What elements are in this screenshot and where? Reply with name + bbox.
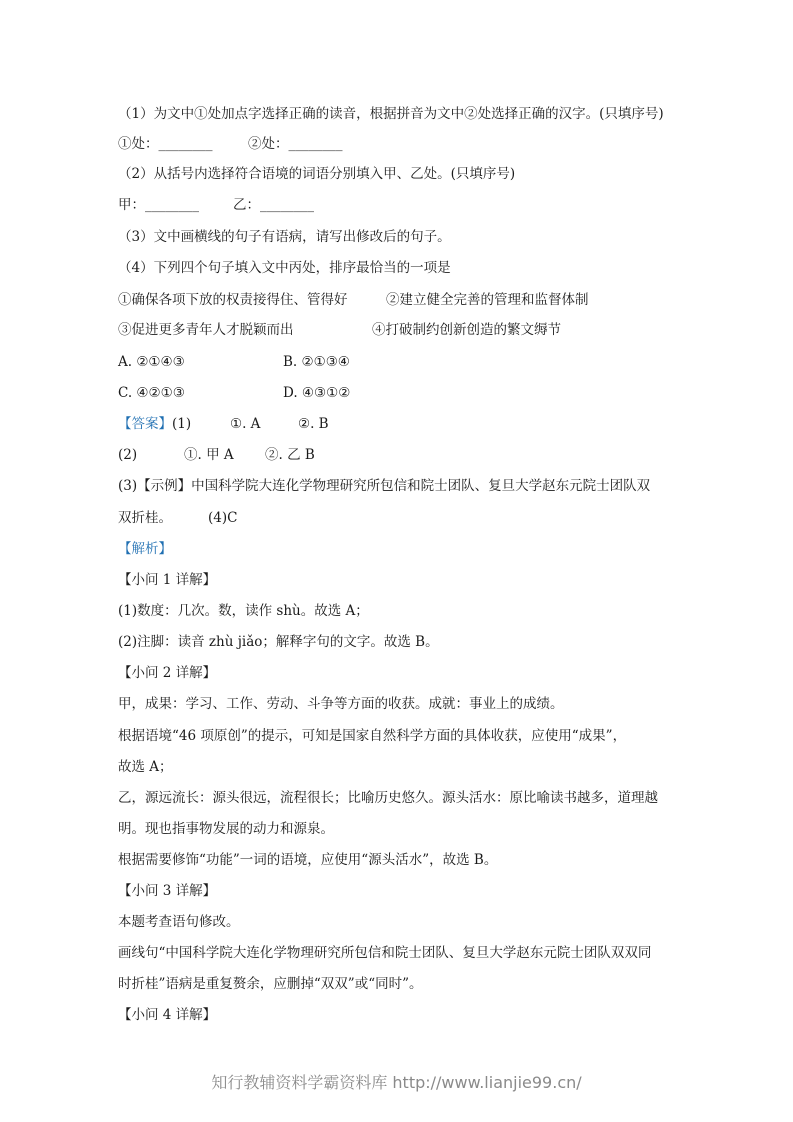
analysis-para-6: 乙，源远流长：源头很远，流程很长；比喻历史悠久。源头活水：原比喻读书越多，道理越 bbox=[118, 790, 658, 806]
option-a: A. ②①④③ bbox=[118, 354, 185, 370]
sentence-1: ①确保各项下放的权责接得住、管得好 bbox=[118, 292, 348, 308]
option-c: C. ④②①③ bbox=[118, 385, 185, 401]
answer-2-a: ①. 甲 A bbox=[184, 447, 234, 463]
answer-3-cont: 双折桂。 bbox=[118, 510, 172, 526]
answer-2-b: ②. 乙 B bbox=[265, 447, 315, 463]
sentence-4: ④打破制约创新创造的繁文缛节 bbox=[372, 322, 561, 338]
analysis-para-1: (1)数度：几次。数，读作 shù。故选 A； bbox=[118, 603, 369, 619]
answer-tag: 【答案】 bbox=[118, 416, 172, 432]
options-row-2 bbox=[118, 383, 733, 403]
blank-yi: 乙：________ bbox=[233, 197, 314, 213]
answer-line-2 bbox=[118, 445, 733, 465]
analysis-para-10: 画线句“中国科学院大连化学物理研究所包信和院士团队、复旦大学赵东元院士团队双双同 bbox=[118, 945, 652, 961]
answer-line-4 bbox=[118, 508, 733, 528]
question-3: （3）文中画横线的句子有语病，请写出修改后的句子。 bbox=[118, 229, 451, 245]
answer-1-a: ①. A bbox=[230, 416, 261, 432]
answer-1-b: ②. B bbox=[298, 416, 329, 432]
analysis-tag: 【解析】 bbox=[118, 541, 172, 557]
answer-2-label: (2) bbox=[118, 447, 138, 463]
options-row-1 bbox=[118, 352, 733, 372]
blank-2: ②处：________ bbox=[248, 136, 343, 152]
analysis-para-5: 故选 A； bbox=[118, 759, 173, 775]
answer-4: (4)C bbox=[208, 510, 238, 526]
sub-question-1-heading: 【小问 1 详解】 bbox=[118, 572, 217, 588]
sentence-2: ②建立健全完善的管理和监督体制 bbox=[386, 292, 589, 308]
blank-1: ①处：________ bbox=[118, 136, 213, 152]
sentence-row-2 bbox=[118, 320, 733, 340]
answer-1-label: (1) bbox=[172, 416, 192, 432]
sub-question-2-heading: 【小问 2 详解】 bbox=[118, 665, 217, 681]
analysis-para-9: 本题考查语句修改。 bbox=[118, 914, 240, 930]
analysis-para-11: 时折桂”语病是重复赘余，应删掉“双双”或“同时”。 bbox=[118, 976, 423, 992]
answer-line-1 bbox=[118, 414, 733, 434]
analysis-para-2: (2)注脚：读音 zhù jiǎo；解释字句的文字。故选 B。 bbox=[118, 634, 439, 650]
option-b: B. ②①③④ bbox=[283, 354, 350, 370]
analysis-para-3: 甲，成果：学习、工作、劳动、斗争等方面的收获。成就：事业上的成绩。 bbox=[118, 696, 564, 712]
answer-line-3: (3)【示例】中国科学院大连化学物理研究所包信和院士团队、复旦大学赵东元院士团队双 bbox=[118, 478, 651, 494]
sub-question-3-heading: 【小问 3 详解】 bbox=[118, 883, 217, 899]
sentence-row-1 bbox=[118, 290, 733, 310]
analysis-para-7: 明。现也指事物发展的动力和源泉。 bbox=[118, 821, 334, 837]
question-1: （1）为文中①处加点字选择正确的读音，根据拼音为文中②处选择正确的汉字。(只填序号) bbox=[118, 106, 664, 122]
blank-jia: 甲：________ bbox=[118, 197, 199, 213]
question-2-blanks bbox=[118, 195, 733, 215]
footer-watermark: 知行教辅资料学霸资料库 http://www.lianjie99.cn/ bbox=[211, 1073, 582, 1092]
question-1-blanks bbox=[118, 134, 733, 154]
sentence-3: ③促进更多青年人才脱颖而出 bbox=[118, 322, 294, 338]
question-2: （2）从括号内选择符合语境的词语分别填入甲、乙处。(只填序号) bbox=[118, 166, 516, 182]
question-4: （4）下列四个句子填入文中丙处，排序最恰当的一项是 bbox=[118, 260, 451, 276]
analysis-para-4: 根据语境“46 项原创”的提示，可知是国家自然科学方面的具体收获，应使用“成果”， bbox=[118, 728, 627, 744]
option-d: D. ④③①② bbox=[283, 385, 351, 401]
sub-question-4-heading: 【小问 4 详解】 bbox=[118, 1007, 217, 1023]
analysis-para-8: 根据需要修饰“功能”一词的语境，应使用“源头活水”，故选 B。 bbox=[118, 852, 498, 868]
